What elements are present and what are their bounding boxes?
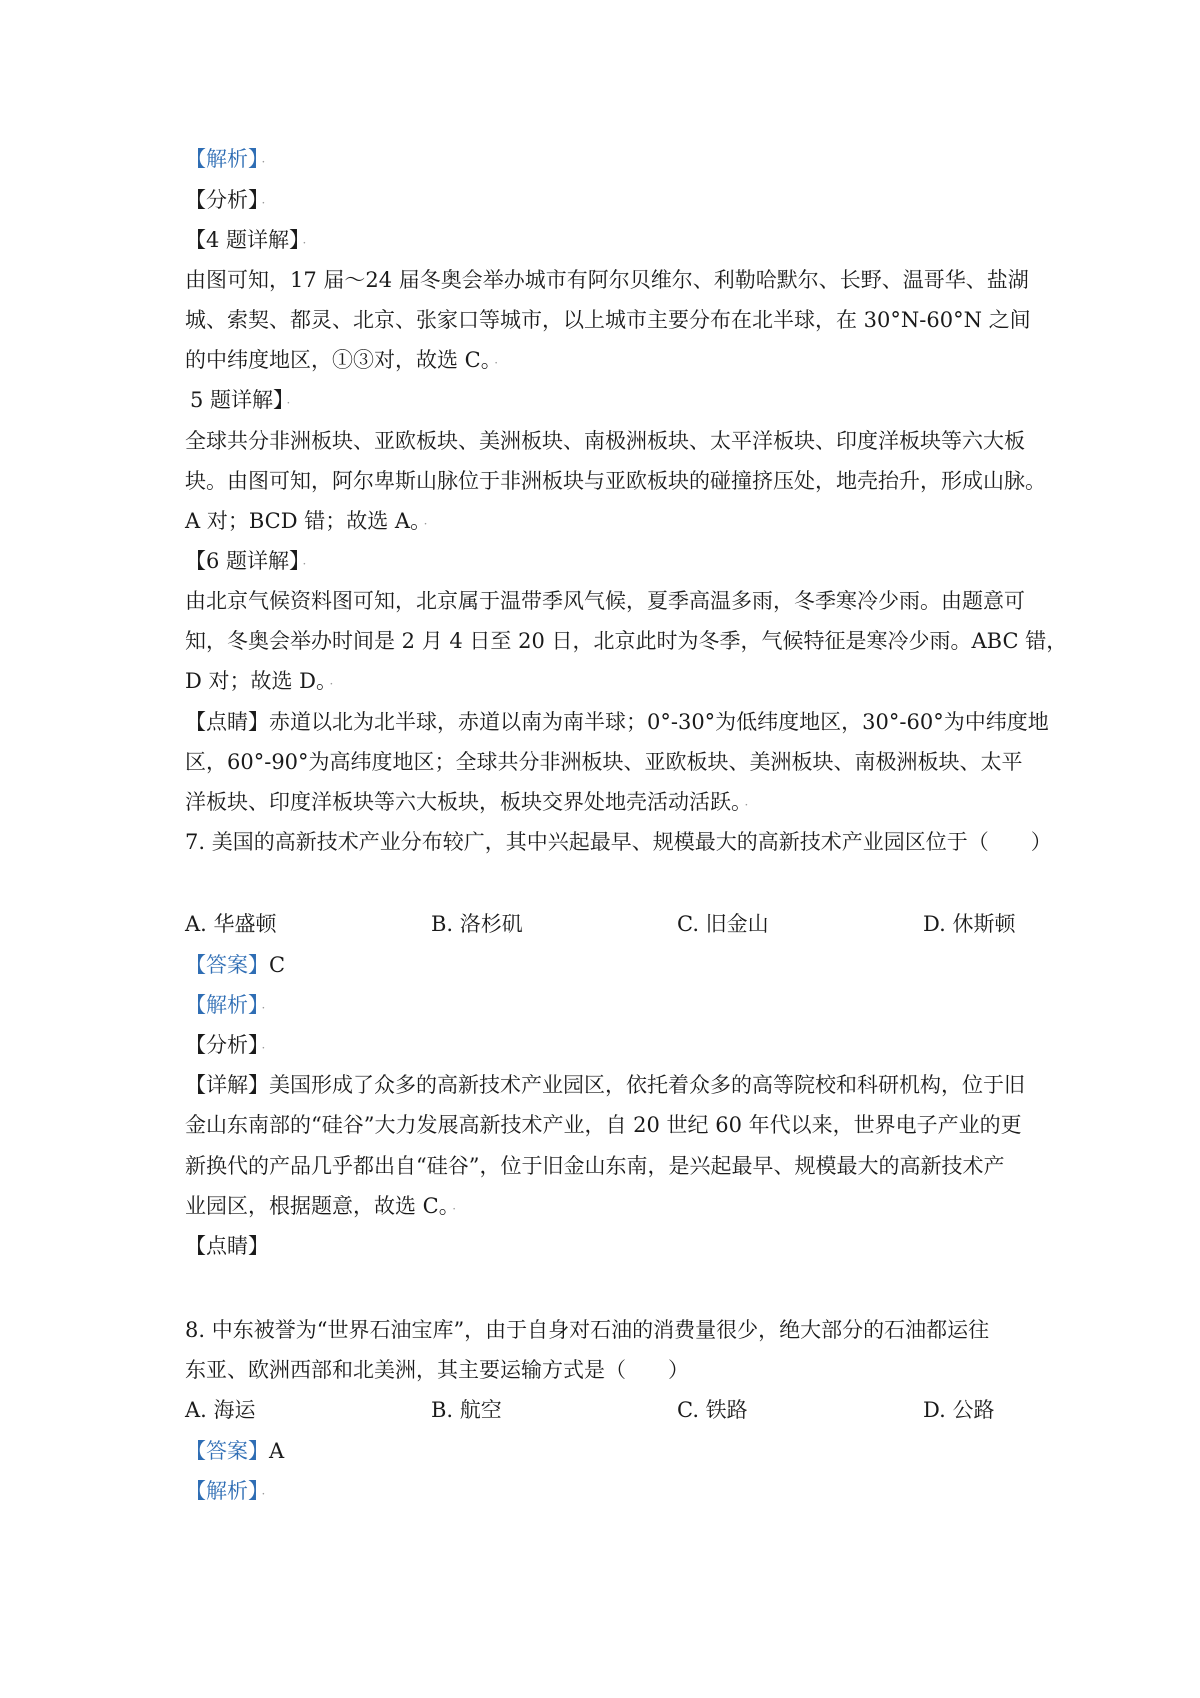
answer-value: A <box>269 1439 285 1463</box>
q7-option-d: D. 休斯顿 <box>923 912 1016 936</box>
fenxi-label: 【分析】 · <box>185 188 266 212</box>
q8-option-b: B. 航空 <box>431 1398 502 1422</box>
q4-header: 【4 题详解】 · <box>185 228 307 252</box>
detail-label: 【详解】 <box>185 1073 269 1097</box>
q7-option-a: A. 华盛顿 <box>185 912 277 936</box>
q5-line-1: 全球共分非洲板块、亚欧板块、美洲板块、南极洲板块、太平洋板块、印度洋板块等六大板 <box>185 429 1025 453</box>
q4-line-1: 由图可知，17 届～24 届冬奥会举办城市有阿尔贝维尔、利勒哈默尔、长野、温哥华、盐湖 <box>185 268 1029 292</box>
q7-detail-line-4: 业园区，根据题意，故选 C。 · <box>185 1194 457 1218</box>
q6-line-3: D 对；故选 D。 · <box>185 669 334 693</box>
dianjing-label: 【点睛】 <box>185 710 269 734</box>
q8-option-a: A. 海运 <box>185 1398 256 1422</box>
q7-dianjing-label: 【点睛】 <box>185 1234 269 1258</box>
q7-analysis-label: 【解析】 · <box>185 993 266 1017</box>
q7-fenxi-label: 【分析】 · <box>185 1033 266 1057</box>
q5-header: 5 题详解】 · <box>190 388 291 412</box>
q7-detail-line-2: 金山东南部的“硅谷”大力发展高新技术产业，自 20 世纪 60 年代以来，世界电子产业的更 <box>185 1113 1022 1137</box>
answer-label: 【答案】 <box>185 1439 269 1463</box>
q4-line-3: 的中纬度地区，①③对，故选 C。 · <box>185 348 499 372</box>
dianjing-line-2: 区，60°-90°为高纬度地区；全球共分非洲板块、亚欧板块、美洲板块、南极洲板块、太平 <box>185 750 1023 774</box>
q5-line-3: A 对；BCD 错；故选 A。 · <box>185 509 428 533</box>
q4-line-2: 城、索契、都灵、北京、张家口等城市，以上城市主要分布在北半球，在 30°N-60°N 之间 <box>185 308 1031 332</box>
q7-stem: 7. 美国的高新技术产业分布较广，其中兴起最早、规模最大的高新技术产业园区位于（ ） <box>185 830 1052 854</box>
q7-answer <box>185 951 285 979</box>
dianjing-line-3: 洋板块、印度洋板块等六大板块，板块交界处地壳活动活跃。 · <box>185 790 749 814</box>
q8-analysis-label: 【解析】 · <box>185 1479 266 1503</box>
q7-detail-line-1: 【详解】美国形成了众多的高新技术产业园区，依托着众多的高等院校和科研机构，位于旧 <box>185 1073 1025 1097</box>
q8-option-d: D. 公路 <box>923 1398 995 1422</box>
q8-stem-line-2: 东亚、欧洲西部和北美洲，其主要运输方式是（ ） <box>185 1358 689 1382</box>
q8-option-c: C. 铁路 <box>677 1398 748 1422</box>
q8-stem-line-1: 8. 中东被誉为“世界石油宝库”，由于自身对石油的消费量很少，绝大部分的石油都运往 <box>185 1318 990 1342</box>
answer-label: 【答案】 <box>185 953 269 977</box>
q5-line-2: 块。由图可知，阿尔卑斯山脉位于非洲板块与亚欧板块的碰撞挤压处，地壳抬升，形成山脉。 <box>185 469 1046 493</box>
q6-line-1: 由北京气候资料图可知，北京属于温带季风气候，夏季高温多雨，冬季寒冷少雨。由题意可 <box>185 589 1025 613</box>
q8-answer <box>185 1437 284 1465</box>
q6-header: 【6 题详解】 · <box>185 549 307 573</box>
q6-line-2: 知，冬奥会举办时间是 2 月 4 日至 20 日，北京此时为冬季，气候特征是寒冷少雨。ABC 错， <box>185 629 1068 653</box>
answer-value: C <box>269 953 286 977</box>
analysis-label: 【解析】 · <box>185 147 266 171</box>
dianjing-line-1: 【点睛】赤道以北为北半球，赤道以南为南半球；0°-30°为低纬度地区，30°-60°为中纬度地 <box>185 710 1049 734</box>
q7-option-c: C. 旧金山 <box>677 912 769 936</box>
q7-detail-line-3: 新换代的产品几乎都出自“硅谷”，位于旧金山东南，是兴起最早、规模最大的高新技术产 <box>185 1154 1005 1178</box>
q7-option-b: B. 洛杉矶 <box>431 912 523 936</box>
